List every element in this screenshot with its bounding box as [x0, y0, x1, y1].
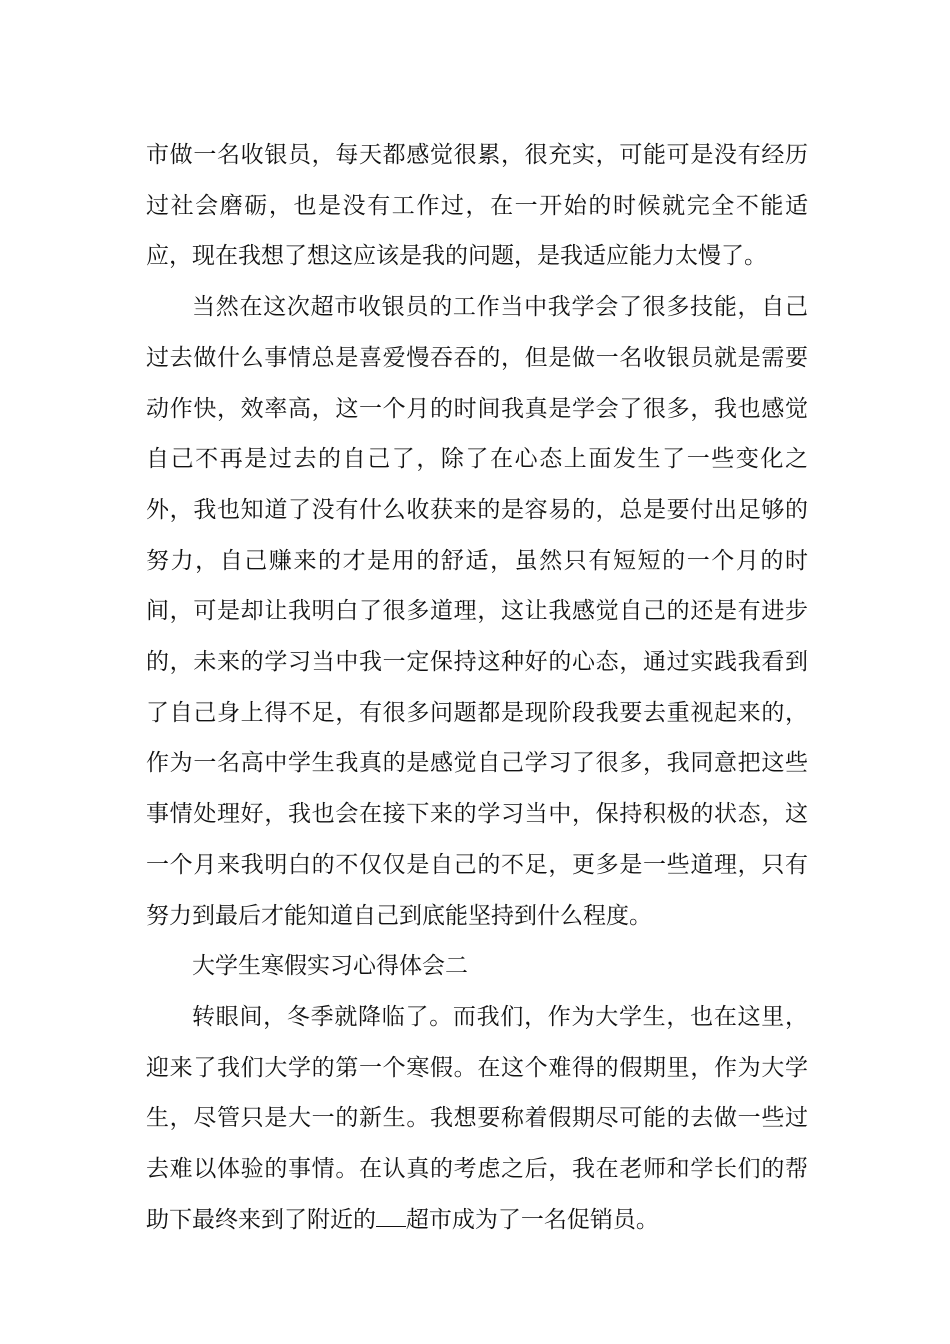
- paragraph-cashier-experience: 当然在这次超市收银员的工作当中我学会了很多技能，自己过去做什么事情总是喜爱慢吞吞的，但是做一名收银员就是需要动作快，效率高，这一个月的时间我真是学会了很多，我也感觉自己不再是过去的自己了，除了在心态上面发生了一些变化之外，我也知道了没有什么收获来的是容易的，总是要付出足够的努力，自己赚来的才是用的舒适，虽然只有短短的一个月的时间，可是却让我明白了很多道理，这让我感觉自己的还是有进步的，未来的学习当中我一定保持这种好的心态，通过实践我看到了自己身上得不足，有很多问题都是现阶段我要去重视起来的，作为一名高中学生我真的是感觉自己学习了很多，我同意把这些事情处理好，我也会在接下来的学习当中，保持积极的状态，这一个月来我明白的不仅仅是自己的不足，更多是一些道理，只有努力到最后才能知道自己到底能坚持到什么程度。: [146, 294, 808, 929]
- fill-in-blank: [376, 1204, 406, 1227]
- section-heading: 大学生寒假实习心得体会二: [192, 953, 468, 980]
- document-body: [146, 130, 808, 1245]
- paragraph-continuation: 市做一名收银员，每天都感觉很累，很充实，可能可是没有经历过社会磨砺，也是没有工作过，在一开始的时候就完全不能适应，现在我想了想这应该是我的问题，是我适应能力太慢了。: [146, 142, 808, 270]
- paragraph-winter-break-text: 转眼间，冬季就降临了。而我们，作为大学生，也在这里，迎来了我们大学的第一个寒假。在这个难得的假期里，作为大学生，尽管只是大一的新生。我想要称着假期尽可能的去做一些过去难以体验的事情。在认真的考虑之后，我在老师和学长们的帮助下最终来到了附近的: [146, 1003, 808, 1233]
- paragraph-winter-break: [146, 992, 808, 1246]
- paragraph-winter-break-tail: 超市成为了一名促销员。: [405, 1206, 659, 1233]
